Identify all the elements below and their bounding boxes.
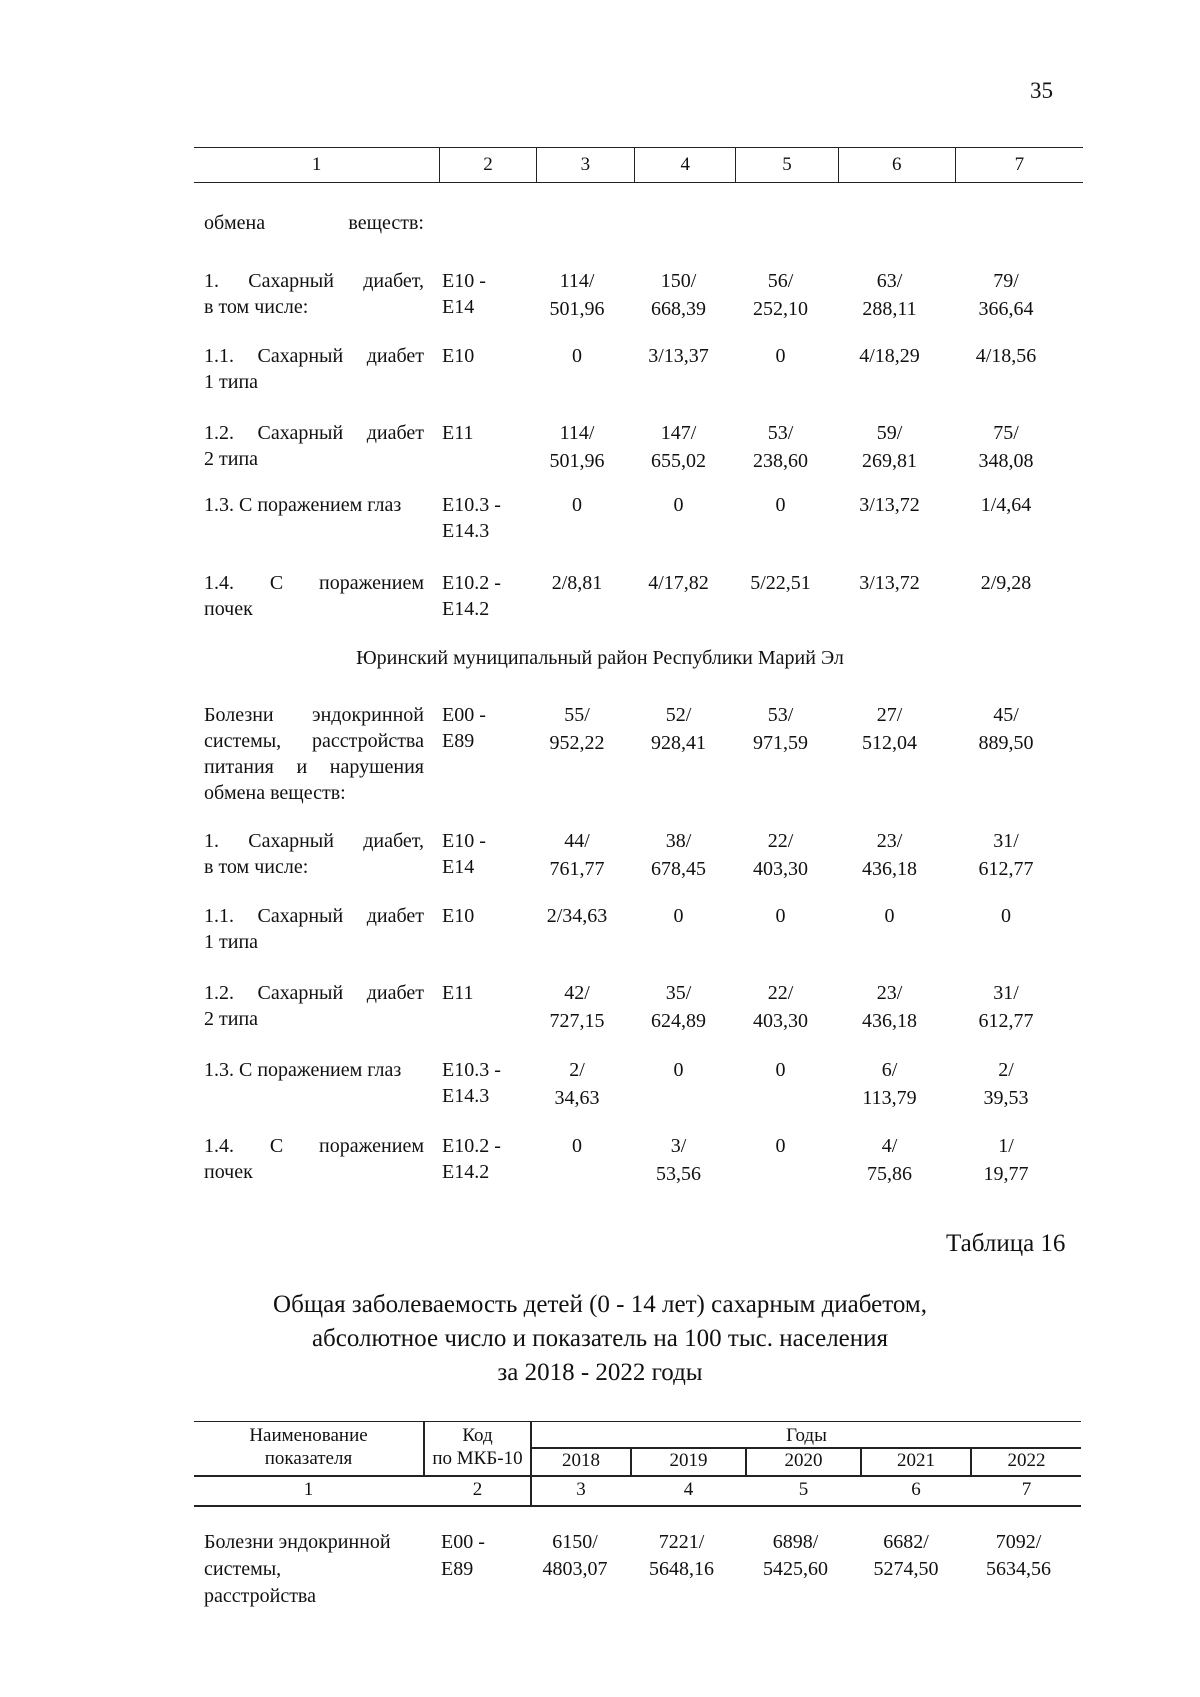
row-code-line: Е14.2	[442, 1161, 490, 1183]
year-cell: 2018	[562, 1450, 600, 1471]
value-cell	[832, 702, 947, 806]
value-cell	[526, 1057, 628, 1111]
value-line: 150/	[660, 270, 697, 292]
row-code-line: Е00 -	[441, 1531, 485, 1553]
value-line: 75,86	[867, 1163, 912, 1185]
table-row	[194, 570, 1083, 622]
value-line: 403,30	[753, 1010, 808, 1032]
incidence-table	[194, 1421, 1081, 1607]
value-cell	[526, 1529, 624, 1610]
value-line: 0	[775, 1059, 786, 1081]
value-line: 612,77	[978, 1010, 1034, 1032]
value-line: 0	[1001, 905, 1011, 927]
value-line: 0	[673, 494, 684, 516]
col-number: 3	[576, 1479, 586, 1500]
value-line: 0	[884, 905, 895, 927]
row-code-line: Е89	[442, 730, 475, 752]
row-code-line: Е14.3	[442, 520, 490, 542]
value-line: 7092/	[995, 1531, 1042, 1553]
value-line: 366,64	[978, 298, 1034, 320]
value-cell	[729, 210, 832, 236]
value-line: 612,77	[978, 858, 1034, 880]
table-row	[194, 492, 1083, 544]
row-name	[194, 420, 424, 474]
value-cell	[947, 980, 1065, 1034]
value-cell	[628, 420, 729, 474]
row-name	[194, 1529, 423, 1610]
row-name-line: Болезни эндокринной	[204, 1531, 391, 1553]
value-cell	[628, 980, 729, 1034]
row-code-line: Е10 -	[442, 830, 486, 852]
row-name-line: 1.3. С поражением глаз	[204, 1059, 402, 1081]
value-line: 0	[572, 1135, 582, 1157]
row-name	[194, 268, 424, 322]
value-line: 31/	[993, 830, 1019, 852]
value-line: 52/	[665, 704, 692, 726]
value-line: 75/	[993, 422, 1019, 444]
value-line: 4803,07	[542, 1558, 608, 1580]
row-name-line: 1.1. Сахарный диабет	[204, 345, 424, 367]
title-line: Общая заболеваемость детей (0 - 14 лет) сахарным диабетом,	[273, 1291, 927, 1318]
value-line: 38/	[665, 830, 692, 852]
value-line: 45/	[993, 704, 1019, 726]
value-cell	[832, 210, 947, 236]
row-code-line: Е10.3 -	[442, 494, 501, 516]
value-line: 0	[673, 1059, 684, 1081]
row-code	[424, 210, 526, 236]
value-line: 7221/	[658, 1531, 705, 1553]
header-code-cell	[425, 1424, 530, 1470]
value-line: 512,04	[862, 732, 917, 754]
value-line: 727,15	[549, 1010, 605, 1032]
header-text: показателя	[264, 1448, 353, 1469]
row-code-line: Е00 -	[442, 704, 486, 726]
header-cell: 5	[735, 148, 837, 182]
grid-line	[530, 1447, 1081, 1449]
section-title: Юринский муниципальный район Республики Марий Эл	[356, 647, 844, 669]
value-line: 6150/	[552, 1531, 598, 1553]
value-line: 1/	[998, 1135, 1014, 1157]
col-number: 5	[798, 1479, 809, 1500]
header-cell: 1	[311, 154, 322, 175]
table-row	[194, 903, 1083, 955]
row-name	[194, 210, 424, 236]
value-line: 55/	[564, 704, 590, 726]
value-cell	[526, 492, 628, 544]
row-name	[194, 1133, 424, 1187]
value-line: 928,41	[651, 732, 706, 754]
grid-line	[194, 1475, 1081, 1477]
row-code-line: Е10.2 -	[442, 572, 501, 594]
row-code	[424, 268, 526, 322]
table-row	[194, 343, 1083, 395]
table-header	[194, 1421, 1081, 1506]
value-line: 6898/	[772, 1531, 819, 1553]
row-name-line: 1 типа	[204, 371, 259, 393]
value-cell	[624, 1529, 739, 1610]
value-cell	[947, 492, 1065, 544]
value-cell	[832, 343, 947, 395]
value-line: 4/17,82	[648, 572, 709, 594]
value-cell	[832, 268, 947, 322]
value-line: 2/8,81	[551, 572, 603, 594]
row-code	[424, 828, 526, 882]
value-line: 436,18	[862, 858, 917, 880]
column-number-header	[194, 147, 1083, 183]
value-cell	[628, 702, 729, 806]
table-label: Таблица 16	[946, 1230, 1066, 1257]
value-line: 348,08	[978, 450, 1034, 472]
row-name-line: системы, расстройства	[204, 730, 424, 752]
row-name-line: 1.1. Сахарный диабет	[204, 905, 424, 927]
value-cell	[526, 268, 628, 322]
row-code-line: Е11	[442, 982, 474, 1004]
header-cell: 4	[634, 148, 735, 182]
value-line: 53,56	[656, 1163, 701, 1185]
value-cell	[729, 828, 832, 882]
value-cell	[729, 420, 832, 474]
table-row	[194, 702, 1083, 806]
row-name-line: питания и нарушения	[204, 756, 424, 778]
row-name-line: 1.2. Сахарный диабет	[204, 422, 424, 444]
col-number: 1	[303, 1479, 314, 1500]
value-cell	[739, 1529, 852, 1610]
grid-line	[630, 1447, 632, 1476]
header-cell: 7	[955, 148, 1083, 182]
value-line: 668,39	[651, 298, 706, 320]
value-cell	[947, 210, 1065, 236]
value-line: 4/	[881, 1135, 898, 1157]
grid-line	[194, 1505, 1081, 1507]
table-row	[194, 828, 1083, 882]
col-number: 2	[472, 1479, 483, 1500]
value-cell	[628, 570, 729, 622]
value-cell	[947, 903, 1065, 955]
row-name-line: 2 типа	[204, 448, 259, 470]
grid-line	[745, 1447, 747, 1476]
value-cell	[729, 492, 832, 544]
table-row	[194, 1057, 1083, 1111]
table-row	[194, 1529, 1081, 1610]
row-name	[194, 702, 424, 806]
value-line: 436,18	[862, 1010, 917, 1032]
value-cell	[947, 420, 1065, 474]
value-cell	[729, 1057, 832, 1111]
row-name-line: системы,	[204, 1558, 282, 1580]
value-line: 22/	[767, 982, 794, 1004]
value-cell	[729, 268, 832, 322]
row-code-line: Е89	[441, 1558, 474, 1580]
page-number: 35	[1030, 78, 1053, 103]
value-line: 27/	[876, 704, 903, 726]
value-line: 2/34,63	[546, 905, 608, 927]
row-name-line: обмена веществ:	[204, 212, 424, 234]
col-number: 6	[911, 1479, 921, 1500]
table-row	[194, 268, 1083, 322]
header-cell: 2	[439, 148, 535, 182]
value-line: 4/18,56	[975, 345, 1037, 367]
value-cell	[628, 343, 729, 395]
header-cell: 6	[838, 148, 955, 182]
value-line: 4/18,29	[859, 345, 920, 367]
grid-line	[423, 1422, 425, 1476]
year-cell: 2019	[669, 1450, 708, 1471]
value-line: 761,77	[549, 858, 605, 880]
table-row	[194, 980, 1083, 1034]
value-cell	[526, 980, 628, 1034]
value-cell	[947, 343, 1065, 395]
value-cell	[628, 828, 729, 882]
value-line: 23/	[876, 982, 903, 1004]
value-line: 59/	[876, 422, 903, 444]
value-cell	[628, 903, 729, 955]
value-line: 889,50	[978, 732, 1034, 754]
row-code-line: Е14.3	[442, 1085, 490, 1107]
value-line: 114/	[559, 422, 595, 444]
row-name	[194, 828, 424, 882]
row-code-line: Е14.2	[442, 598, 490, 620]
continuation-table	[194, 147, 1083, 183]
value-cell	[832, 1057, 947, 1111]
value-line: 5/22,51	[750, 572, 811, 594]
value-line: 22/	[767, 830, 794, 852]
value-line: 971,59	[753, 732, 808, 754]
row-code	[424, 492, 526, 544]
row-name-line: в том числе:	[204, 856, 309, 878]
row-name-line: в том числе:	[204, 296, 309, 318]
value-cell	[729, 903, 832, 955]
value-line: 3/13,72	[859, 494, 920, 516]
value-line: 44/	[564, 830, 590, 852]
row-code	[424, 420, 526, 474]
col-number: 4	[683, 1479, 694, 1500]
value-cell	[832, 570, 947, 622]
row-code-line: Е10 -	[442, 270, 486, 292]
value-line: 0	[572, 345, 582, 367]
value-cell	[832, 828, 947, 882]
row-code	[424, 1133, 526, 1187]
value-line: 53/	[767, 704, 794, 726]
grid-line	[970, 1447, 972, 1476]
value-line: 624,89	[651, 1010, 706, 1032]
value-cell	[628, 1133, 729, 1187]
value-line: 63/	[876, 270, 903, 292]
value-cell	[526, 210, 628, 236]
row-code-line: Е10.3 -	[442, 1059, 501, 1081]
value-cell	[526, 570, 628, 622]
value-line: 678,45	[651, 858, 706, 880]
row-name-line: обмена веществ:	[204, 782, 346, 804]
value-line: 0	[775, 345, 786, 367]
value-line: 2/	[998, 1059, 1014, 1081]
header-text: по МКБ-10	[432, 1448, 523, 1469]
value-line: 114/	[559, 270, 595, 292]
table-row	[194, 420, 1083, 474]
value-cell	[628, 268, 729, 322]
value-line: 238,60	[753, 450, 808, 472]
value-cell	[832, 980, 947, 1034]
value-line: 42/	[564, 982, 590, 1004]
row-code	[424, 570, 526, 622]
value-cell	[852, 1529, 960, 1610]
value-cell	[729, 702, 832, 806]
row-code-line: Е14	[442, 856, 475, 878]
value-line: 39,53	[983, 1087, 1029, 1109]
value-line: 288,11	[862, 298, 917, 320]
value-line: 269,81	[862, 450, 917, 472]
value-line: 0	[673, 905, 684, 927]
row-name	[194, 980, 424, 1034]
row-code-line: Е10	[442, 345, 475, 367]
row-name-line: Болезни эндокринной	[204, 704, 424, 726]
value-line: 147/	[660, 422, 697, 444]
value-cell	[628, 210, 729, 236]
value-cell	[628, 492, 729, 544]
row-code-line: Е14	[442, 296, 475, 318]
value-line: 5634,56	[986, 1558, 1051, 1580]
title-line: абсолютное число и показатель на 100 тыс. населения	[311, 1325, 889, 1352]
row-name	[194, 1057, 424, 1111]
value-cell	[526, 343, 628, 395]
row-name	[194, 492, 424, 544]
row-name-line: 1.4. С поражением	[204, 1135, 424, 1157]
row-name-line: 2 типа	[204, 1008, 259, 1030]
value-line: 35/	[665, 982, 692, 1004]
value-line: 23/	[876, 830, 903, 852]
value-cell	[947, 570, 1065, 622]
value-line: 5425,60	[763, 1558, 828, 1580]
row-code	[424, 343, 526, 395]
value-cell	[832, 420, 947, 474]
row-name-line: расстройства	[204, 1585, 316, 1607]
table-row	[194, 210, 1083, 236]
row-name-line: 1 типа	[204, 931, 259, 953]
table-row	[194, 1133, 1083, 1187]
value-cell	[729, 980, 832, 1034]
value-line: 6/	[881, 1059, 898, 1081]
value-line: 3/	[670, 1135, 687, 1157]
value-line: 0	[775, 1135, 786, 1157]
year-cell: 2021	[897, 1450, 935, 1471]
value-line: 56/	[767, 270, 794, 292]
row-name-line: 1.3. С поражением глаз	[204, 494, 402, 516]
year-cell: 2022	[1007, 1450, 1046, 1471]
value-line: 252,10	[753, 298, 808, 320]
value-line: 3/13,37	[648, 345, 709, 367]
value-cell	[947, 1133, 1065, 1187]
value-line: 952,22	[549, 732, 605, 754]
value-line: 0	[572, 494, 582, 516]
value-line: 113,79	[862, 1087, 917, 1109]
value-cell	[947, 702, 1065, 806]
value-line: 655,02	[651, 450, 706, 472]
value-line: 34,63	[554, 1087, 600, 1109]
value-line: 6682/	[883, 1531, 929, 1553]
row-code	[424, 903, 526, 955]
value-line: 1/4,64	[980, 494, 1032, 516]
value-line: 501,96	[549, 450, 605, 472]
value-line: 53/	[767, 422, 794, 444]
row-name-line: 1. Сахарный диабет,	[204, 270, 424, 292]
row-name	[194, 570, 424, 622]
value-line: 0	[775, 905, 786, 927]
value-cell	[628, 1057, 729, 1111]
year-cell: 2020	[784, 1450, 823, 1471]
value-cell	[947, 828, 1065, 882]
title-line: за 2018 - 2022 годы	[497, 1359, 703, 1386]
value-cell	[526, 420, 628, 474]
value-line: 19,77	[983, 1163, 1029, 1185]
grid-line	[860, 1447, 862, 1476]
table-title	[0, 1288, 1200, 1390]
row-name-line: 1. Сахарный диабет,	[204, 830, 424, 852]
row-name-line: 1.4. С поражением	[204, 572, 424, 594]
value-line: 5648,16	[649, 1558, 714, 1580]
value-cell	[729, 1133, 832, 1187]
value-cell	[729, 343, 832, 395]
value-cell	[526, 828, 628, 882]
value-cell	[947, 268, 1065, 322]
header-text: Наименование	[249, 1425, 368, 1446]
value-line: 79/	[993, 270, 1019, 292]
row-code	[424, 702, 526, 806]
header-name-cell	[194, 1424, 423, 1470]
row-name-line: почек	[204, 1161, 253, 1183]
row-code-line: Е11	[442, 422, 474, 444]
row-code-line: Е10	[442, 905, 475, 927]
value-line: 403,30	[753, 858, 808, 880]
value-cell	[832, 492, 947, 544]
row-name-line: почек	[204, 598, 253, 620]
value-line: 2/9,28	[980, 572, 1032, 594]
value-cell	[729, 570, 832, 622]
value-line: 0	[775, 494, 786, 516]
row-code	[424, 980, 526, 1034]
value-cell	[832, 903, 947, 955]
col-number: 7	[1021, 1479, 1032, 1500]
header-years-cell: Годы	[786, 1425, 827, 1446]
grid-line	[530, 1422, 532, 1506]
header-text: Код	[462, 1425, 493, 1446]
value-line: 2/	[569, 1059, 585, 1081]
value-cell	[947, 1057, 1065, 1111]
row-code	[424, 1057, 526, 1111]
row-name	[194, 343, 424, 395]
value-line: 31/	[993, 982, 1019, 1004]
value-cell	[832, 1133, 947, 1187]
value-line: 5274,50	[873, 1558, 939, 1580]
row-name	[194, 903, 424, 955]
value-cell	[960, 1529, 1077, 1610]
row-code-line: Е10.2 -	[442, 1135, 501, 1157]
value-line: 501,96	[549, 298, 605, 320]
value-line: 3/13,72	[859, 572, 920, 594]
header-cell: 3	[536, 148, 634, 182]
value-cell	[526, 903, 628, 955]
row-code	[423, 1529, 526, 1610]
row-name-line: 1.2. Сахарный диабет	[204, 982, 424, 1004]
value-cell	[526, 702, 628, 806]
value-cell	[526, 1133, 628, 1187]
